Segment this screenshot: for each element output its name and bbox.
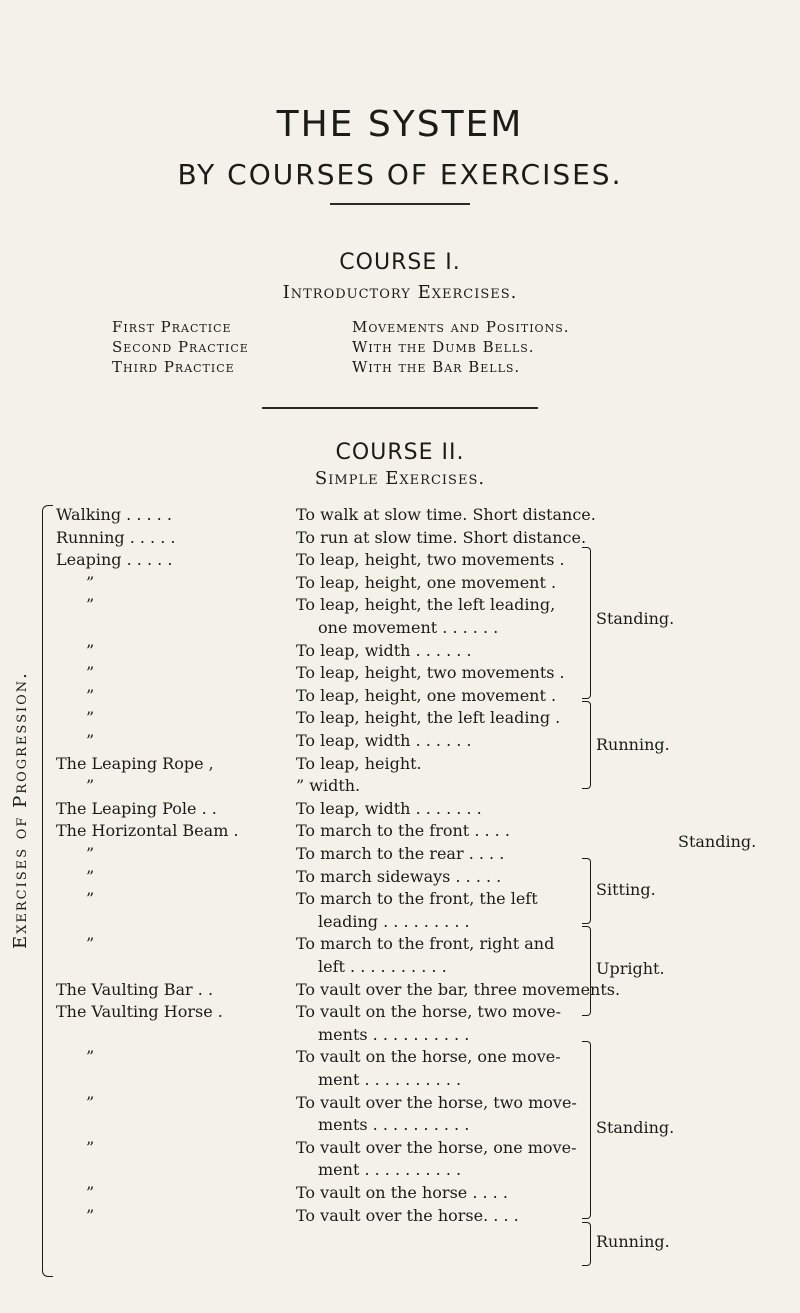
exercise-desc: To march to the front, the left bbox=[296, 889, 538, 909]
apparatus-label: ” bbox=[86, 866, 95, 886]
course-rule bbox=[262, 407, 538, 409]
apparatus-label: ” bbox=[86, 1137, 95, 1157]
course1-item-desc: With the Bar Bells. bbox=[352, 358, 521, 376]
exercise-desc: leading . . . . . . . . . bbox=[318, 911, 470, 931]
exercise-desc: To march to the front . . . . bbox=[296, 821, 510, 841]
course2-title: COURSE II. bbox=[335, 440, 465, 465]
exercise-row bbox=[0, 707, 800, 729]
course1-item-label: Second Practice bbox=[112, 338, 249, 356]
course1-item bbox=[112, 338, 535, 356]
apparatus-label: Leaping . . . . . bbox=[56, 550, 173, 570]
exercise-row bbox=[0, 1182, 800, 1204]
brace-sitting bbox=[582, 858, 591, 924]
apparatus-label: ” bbox=[86, 844, 95, 863]
exercise-desc: To leap, height, two movements . bbox=[296, 550, 565, 570]
group-label-upright: Upright. bbox=[596, 959, 665, 978]
exercise-row bbox=[0, 1159, 800, 1181]
apparatus-label: ” bbox=[86, 1205, 95, 1225]
exercise-row bbox=[0, 617, 800, 639]
apparatus-label: Walking . . . . . bbox=[56, 505, 172, 524]
exercise-desc: To vault over the horse, two move- bbox=[296, 1092, 577, 1112]
apparatus-label: ” bbox=[86, 640, 95, 660]
apparatus-label: ” bbox=[86, 1183, 95, 1202]
exercise-desc: To vault on the horse, two move- bbox=[296, 1002, 561, 1022]
exercise-row bbox=[0, 956, 800, 978]
brace-upright bbox=[582, 926, 591, 1016]
apparatus-label: ” bbox=[86, 663, 95, 683]
page-title: THE SYSTEM bbox=[276, 104, 524, 145]
apparatus-label: ” bbox=[86, 934, 95, 954]
course2-subtitle: Simple Exercises. bbox=[314, 468, 486, 489]
exercise-row bbox=[0, 1092, 800, 1114]
exercise-desc: ment . . . . . . . . . . bbox=[318, 1070, 462, 1089]
course1-subtitle: Introductory Exercises. bbox=[282, 282, 518, 303]
apparatus-label: Running . . . . . bbox=[56, 527, 176, 547]
exercise-row bbox=[0, 866, 800, 888]
exercise-row bbox=[0, 1046, 800, 1068]
exercise-row bbox=[0, 1205, 800, 1227]
exercise-desc: ments . . . . . . . . . . bbox=[318, 1115, 470, 1135]
exercise-desc: one movement . . . . . . bbox=[318, 618, 499, 637]
course1-item-desc: With the Dumb Bells. bbox=[352, 338, 535, 356]
exercise-desc: To march to the rear . . . . bbox=[296, 844, 505, 863]
apparatus-label: ” bbox=[86, 708, 95, 728]
exercise-desc: To leap, height, one movement . bbox=[296, 572, 557, 592]
apparatus-label: ” bbox=[86, 731, 95, 750]
exercise-desc: ” width. bbox=[296, 776, 361, 796]
page-subtitle: BY COURSES OF EXERCISES. bbox=[177, 158, 623, 191]
exercise-desc: To leap, width . . . . . . bbox=[296, 731, 472, 750]
apparatus-label: ” bbox=[86, 595, 95, 615]
exercise-row bbox=[0, 662, 800, 684]
exercise-row bbox=[0, 753, 800, 775]
brace-running2 bbox=[582, 1222, 591, 1266]
exercise-desc: To vault over the bar, three movements. bbox=[296, 979, 621, 999]
apparatus-label: ” bbox=[86, 685, 95, 705]
course1-item bbox=[112, 318, 570, 336]
exercise-desc: To leap, height, two movements . bbox=[296, 663, 565, 683]
exercise-desc: To leap, height. bbox=[296, 753, 422, 773]
apparatus-label: ” bbox=[86, 776, 95, 796]
apparatus-label: The Vaulting Horse . bbox=[56, 1002, 223, 1022]
exercise-desc: ments . . . . . . . . . . bbox=[318, 1024, 470, 1044]
exercise-row bbox=[0, 640, 800, 662]
exercise-desc: To leap, height, one movement . bbox=[296, 685, 557, 705]
apparatus-label: The Vaulting Bar . . bbox=[56, 979, 214, 999]
course1-item bbox=[112, 358, 520, 376]
exercise-row bbox=[0, 527, 800, 549]
apparatus-label: The Leaping Rope , bbox=[56, 753, 214, 773]
course1-item-desc: Movements and Positions. bbox=[352, 318, 570, 336]
exercise-desc: ment . . . . . . . . . . bbox=[318, 1160, 462, 1180]
exercise-desc: To vault over the horse. . . . bbox=[296, 1205, 519, 1225]
exercise-row bbox=[0, 594, 800, 616]
apparatus-label: ” bbox=[86, 572, 95, 592]
group-label-standing: Standing. bbox=[596, 1118, 675, 1137]
exercise-row bbox=[0, 1137, 800, 1159]
group-label-running: Running. bbox=[596, 735, 670, 754]
exercise-row bbox=[0, 933, 800, 955]
exercise-row bbox=[0, 1024, 800, 1046]
exercise-desc: To vault on the horse . . . . bbox=[296, 1183, 508, 1202]
course1-title: COURSE I. bbox=[339, 250, 461, 275]
exercise-desc: To run at slow time. Short distance. bbox=[296, 527, 587, 547]
group-label-sitting: Sitting. bbox=[596, 880, 656, 899]
exercise-row bbox=[0, 685, 800, 707]
exercise-row bbox=[0, 798, 800, 820]
exercise-row bbox=[0, 572, 800, 594]
exercise-desc: To leap, width . . . . . . . bbox=[296, 798, 482, 818]
exercise-desc: To leap, height, the left leading, bbox=[296, 595, 556, 615]
apparatus-label: ” bbox=[86, 1047, 95, 1067]
apparatus-label: ” bbox=[86, 889, 95, 909]
course1-item-label: Third Practice bbox=[112, 358, 235, 376]
brace-standing1 bbox=[582, 547, 591, 699]
exercise-desc: To march sideways . . . . . bbox=[296, 866, 502, 886]
exercise-row bbox=[0, 730, 800, 752]
exercise-row bbox=[0, 1001, 800, 1023]
exercise-row bbox=[0, 979, 800, 1001]
exercise-desc: To march to the front, right and bbox=[296, 934, 555, 954]
title-rule bbox=[330, 203, 470, 205]
exercise-row bbox=[0, 504, 800, 526]
exercise-row bbox=[0, 888, 800, 910]
group-label-standing: Standing. bbox=[678, 832, 757, 851]
exercise-desc: To vault over the horse, one move- bbox=[296, 1137, 577, 1157]
exercise-desc: left . . . . . . . . . . bbox=[318, 957, 447, 976]
apparatus-label: ” bbox=[86, 1092, 95, 1112]
exercise-row bbox=[0, 1069, 800, 1091]
exercise-row bbox=[0, 775, 800, 797]
exercise-desc: To leap, width . . . . . . bbox=[296, 640, 472, 660]
exercise-desc: To vault on the horse, one move- bbox=[296, 1047, 561, 1067]
exercise-desc: To walk at slow time. Short distance. bbox=[296, 505, 596, 524]
brace-running1 bbox=[582, 701, 591, 789]
exercise-desc: To leap, height, the left leading . bbox=[296, 708, 561, 728]
exercise-row bbox=[0, 549, 800, 571]
group-label-running: Running. bbox=[596, 1232, 670, 1251]
spine-text: Exercises of Progression. bbox=[10, 671, 31, 949]
apparatus-label: The Horizontal Beam . bbox=[56, 821, 239, 841]
course1-item-label: First Practice bbox=[112, 318, 232, 336]
brace-standing3 bbox=[582, 1041, 591, 1219]
apparatus-label: The Leaping Pole . . bbox=[56, 798, 217, 818]
exercise-row bbox=[0, 1114, 800, 1136]
exercise-row bbox=[0, 911, 800, 933]
group-label-standing: Standing. bbox=[596, 609, 675, 628]
